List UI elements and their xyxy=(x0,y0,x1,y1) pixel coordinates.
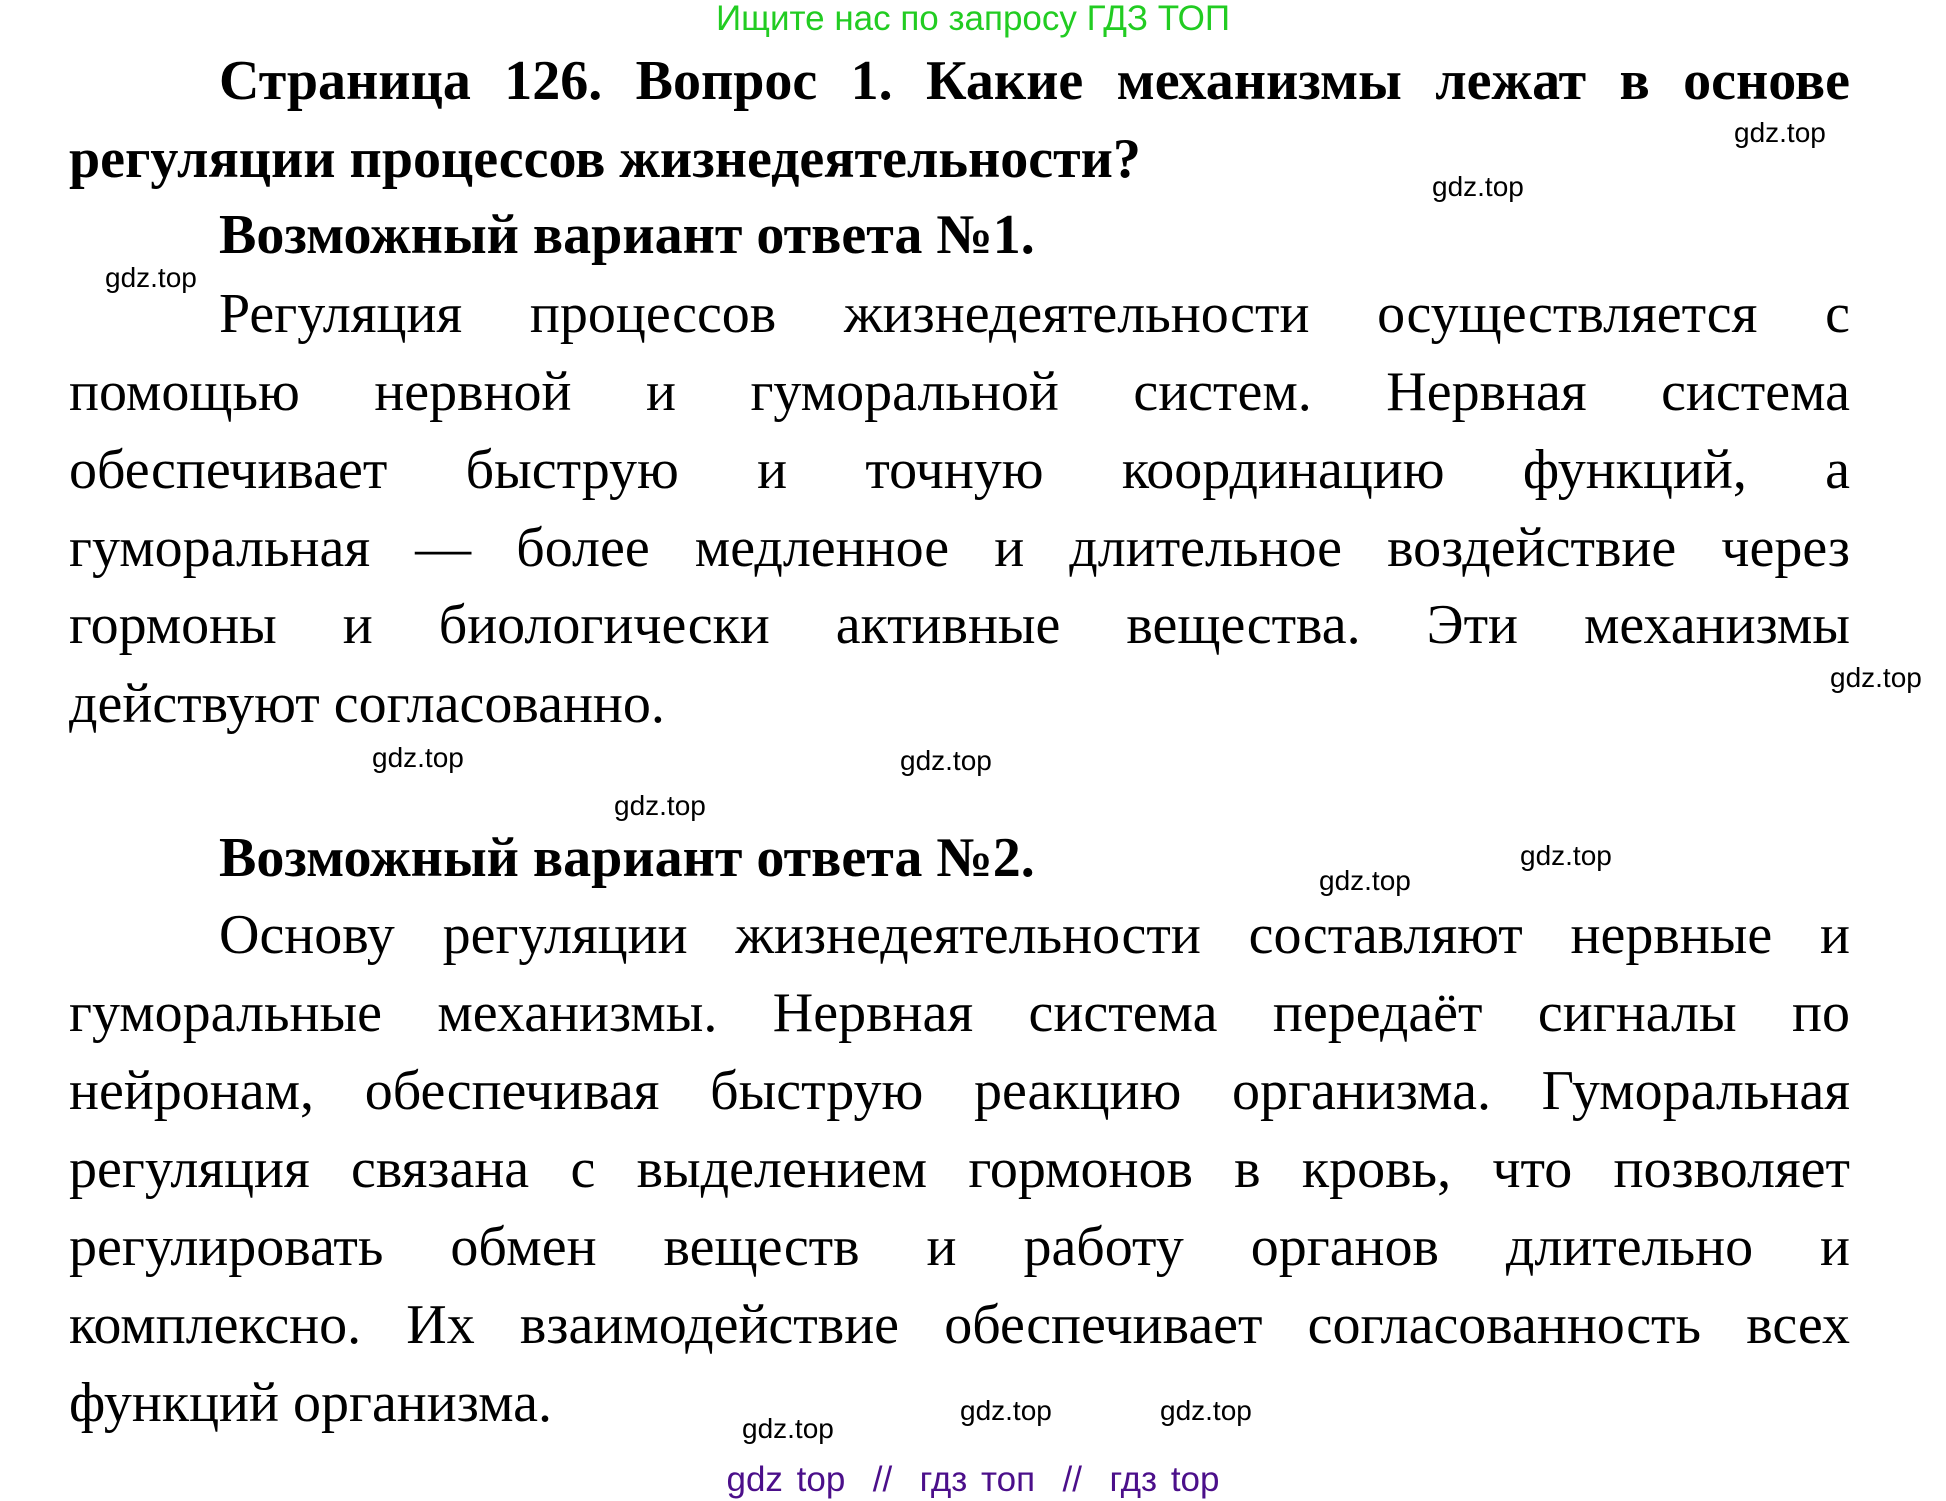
answer-2-line: регулировать обмен веществ и работу органов длительно и xyxy=(69,1216,1850,1278)
answer-1-line: действуют согласованно. xyxy=(69,673,665,735)
answer-1-line: гуморальная — более медленное и длительное воздействие через xyxy=(69,517,1850,579)
answer-2-line: функций организма. xyxy=(69,1372,552,1434)
answer-2-line: регуляция связана с выделением гормонов в кровь, что позволяет xyxy=(69,1138,1850,1200)
watermark: gdz.top xyxy=(900,745,992,776)
watermark: gdz.top xyxy=(1160,1395,1252,1426)
answer-1-line: Регуляция процессов жизнедеятельности осуществляется с xyxy=(219,283,1850,345)
watermark: gdz.top xyxy=(1830,662,1922,693)
question-title-line-1: Страница 126. Вопрос 1. Какие механизмы лежат в основе xyxy=(219,50,1850,112)
answer-2-line: комплексно. Их взаимодействие обеспечивает согласованность всех xyxy=(69,1294,1850,1356)
question-title-line-2: регуляции процессов жизнедеятельности? xyxy=(69,128,1141,190)
watermark: gdz.top xyxy=(372,742,464,773)
watermark: gdz.top xyxy=(1734,117,1826,148)
answer-2-line: нейронам, обеспечивая быструю реакцию организма. Гуморальная xyxy=(69,1060,1850,1122)
watermark: gdz.top xyxy=(105,262,197,293)
answer-1-line: помощью нервной и гуморальной систем. Нервная система xyxy=(69,361,1850,423)
answer-1-line: обеспечивает быструю и точную координацию функций, а xyxy=(69,439,1850,501)
footer-links: gdz top // гдз топ // гдз top xyxy=(726,1460,1220,1499)
answer-1-line: гормоны и биологически активные вещества. Эти механизмы xyxy=(69,594,1850,656)
watermark: gdz.top xyxy=(742,1413,834,1444)
answer-2-heading: Возможный вариант ответа №2. xyxy=(219,827,1035,889)
watermark: gdz.top xyxy=(1432,171,1524,202)
watermark: gdz.top xyxy=(1520,840,1612,871)
answer-1-heading: Возможный вариант ответа №1. xyxy=(219,204,1035,266)
search-hint-banner: Ищите нас по запросу ГДЗ ТОП xyxy=(716,0,1230,38)
watermark: gdz.top xyxy=(960,1395,1052,1426)
watermark: gdz.top xyxy=(1319,865,1411,896)
watermark: gdz.top xyxy=(614,790,706,821)
answer-2-line: Основу регуляции жизнедеятельности составляют нервные и xyxy=(219,904,1850,966)
answer-2-line: гуморальные механизмы. Нервная система передаёт сигналы по xyxy=(69,982,1850,1044)
